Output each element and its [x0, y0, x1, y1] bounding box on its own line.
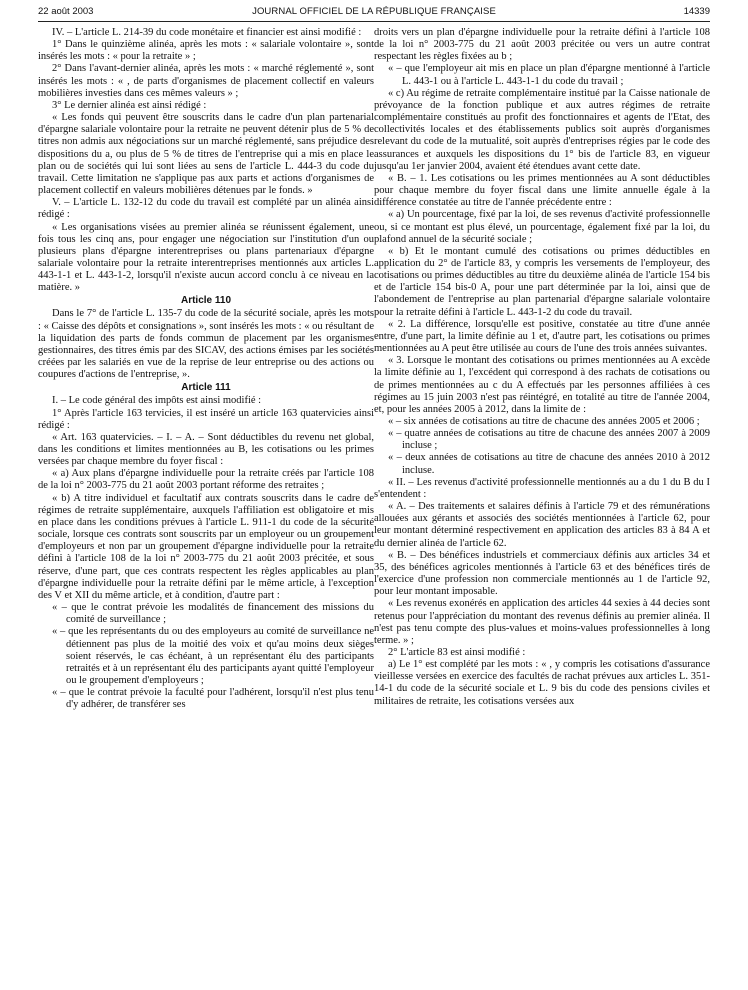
paragraph: « – que le contrat prévoie la faculté pour l'adhérent, lorsqu'il n'est plus tenu d'y adhérer, de transférer ses	[52, 687, 374, 711]
left-column	[38, 27, 374, 711]
paragraph: 2° Dans l'avant-dernier alinéa, après les mots : « marché réglementé », sont insérés les mots : « , de parts d'organismes de placement collectif en valeurs mobilières investies dans ces mêmes valeurs » ;	[38, 63, 374, 99]
paragraph: Dans le 7° de l'article L. 135-7 du code de la sécurité sociale, après les mots : « Caisse des dépôts et consignations », sont insérés les mots : « ou résultant de la liquidation des parts de fonds commun de placement par les organismes gestionnaires, des titres émis par des SICAV, des actions émises par les sociétés créées par les salariés en vue de la reprise de leur entreprise ou des actions ou coupures d'actions de l'entreprise, ».	[38, 308, 374, 381]
article-heading: Article 111	[181, 382, 231, 394]
journal-title: JOURNAL OFFICIEL DE LA RÉPUBLIQUE FRANÇAISE	[252, 6, 496, 17]
paragraph: « Art. 163 quatervicies. – I. – A. – Sont déductibles du revenu net global, dans les conditions et limites mentionnées au B, les cotisations ou les primes versées par chaque membre du foyer fiscal :	[38, 431, 374, 468]
paragraph: 1° Dans le quinzième alinéa, après les mots : « salariale volontaire », sont insérés les mots : « pour la retraite » ;	[38, 39, 374, 63]
paragraph: IV. – L'article L. 214-39 du code monétaire et financier est ainsi modifié :	[52, 27, 362, 38]
paragraph: « a) Aux plans d'épargne individuelle pour la retraite créés par l'article 108 de la loi n° 2003-775 du 21 août 2003 portant réforme des retraites ;	[38, 468, 374, 492]
paragraph: « – six années de cotisations au titre de chacune des années 2005 et 2006 ;	[388, 416, 700, 427]
paragraph: « b) A titre individuel et facultatif aux contrats souscrits dans le cadre de régimes de retraite supplémentaire, auxquels l'affiliation est obligatoire et mis en place dans les conditions prévues à l'article L. 911-1 du code de la sécurité sociale, lorsque ces contrats sont souscrits par un employeur ou un groupement d'employeurs et non par un groupement d'épargne individuelle pour la retraite défini à l'article 108 de la loi n° 2003-775 du 21 août 2003 précitée, et sous réserve, d'une part, que ces contrats respectent les règles applicables au plan d'épargne individuelle pour la retraite défini par le même article, à l'exception des V et XII du même article, et à condition, d'autre part :	[38, 492, 374, 601]
paragraph: « II. – Les revenus d'activité professionnelle mentionnés au a du 1 du B du I s'entendent :	[374, 476, 710, 500]
paragraph: « 3. Lorsque le montant des cotisations ou primes mentionnées au A excède la limite définie au 1, l'excédent qui correspond à des rachats de cotisations ou de primes mentionnées au c du A effectués par les personnes affiliées à ces régimes au 15 juin 2003 n'est pas réintégré, en totalité au titre de l'année 2004, et, pour les années 2005 à 2012, dans la limite de :	[374, 355, 710, 415]
paragraph: « a) Un pourcentage, fixé par la loi, de ses revenus d'activité professionnelle ou, si ce montant est plus élevé, un pourcentage, également fixé par la loi, du plafond annuel de la sécurité sociale ;	[374, 209, 710, 245]
paragraph: « A. – Des traitements et salaires définis à l'article 79 et des rémunérations allouées aux gérants et associés des sociétés mentionnées à l'article 62, pour leur montant déterminé respectivement en application des articles 83 à 84 A et du dernier alinéa de l'article 62.	[374, 501, 710, 549]
page-number: 14339	[683, 6, 710, 17]
paragraph: 3° Le dernier alinéa est ainsi rédigé :	[52, 99, 207, 111]
paragraph: « – que le contrat prévoie les modalités de financement des missions du comité de surveillance ;	[52, 602, 374, 626]
paragraph: droits vers un plan d'épargne individuelle pour la retraite défini à l'article 108 de la loi n° 2003-775 du 21 août 2003 précitée ou vers un autre contrat respectant les règles fixées au b ;	[374, 27, 710, 63]
paragraph: a) Le 1° est complété par les mots : « , y compris les cotisations d'assurance vieillesse versées en exercice des facultés de rachat prévues aux articles L. 351-14-1 du code de la sécurité sociale et L. 9 bis du code des pensions civiles et militaires de retraite, les cotisations versées aux	[374, 659, 710, 707]
paragraph: « – que l'employeur ait mis en place un plan d'épargne mentionné à l'article L. 443-1 ou à l'article L. 443-1-1 du code du travail ;	[388, 63, 710, 87]
paragraph: « Les revenus exonérés en application des articles 44 sexies à 44 decies sont retenus pour l'appréciation du montant des revenus définis au premier alinéa. Il n'est pas tenu compte des plus-values et moins-values professionnelles à long terme. » ;	[374, 598, 710, 646]
paragraph: 1° Après l'article 163 tervicies, il est inséré un article 163 quatervicies ainsi rédigé :	[38, 407, 374, 431]
header-rule	[38, 21, 710, 22]
paragraph: « B. – Des bénéfices industriels et commerciaux définis aux articles 34 et 35, des bénéfices agricoles mentionnés à l'article 63 et des bénéfices tirés de l'exercice d'une profession non commerciale mentionnés au 1 de l'article 92, pour leur montant imposable.	[374, 549, 710, 598]
paragraph: « – quatre années de cotisations au titre de chacune des années 2007 à 2009 incluse ;	[388, 428, 710, 452]
page-header	[38, 6, 710, 20]
paragraph: I. – Le code général des impôts est ainsi modifié :	[52, 395, 262, 407]
paragraph: « Les fonds qui peuvent être souscrits dans le cadre d'un plan partenarial d'épargne salariale volontaire pour la retraite ne peuvent détenir plus de 5 % de titres non admis aux négociations sur un marché réglementé, sans préjudice des dispositions du a, ou plus de 5 % de titres de l'entreprise qui a mis en place le plan ou de sociétés qui lui sont liées au sens de l'article L. 444-3 du code du travail. Cette limitation ne s'applique pas aux parts et actions d'organismes de placement collectif en valeurs mobilières détenues par le fonds. »	[38, 112, 374, 197]
paragraph: 2° L'article 83 est ainsi modifié :	[388, 646, 526, 658]
paragraph: « Les organisations visées au premier alinéa se réunissent également, une fois tous les cinq ans, pour engager une négociation sur l'institution d'un ou plusieurs plans d'épargne interentreprises ou plans partenariaux d'épargne salariale volontaire pour la retraite interentreprises mentionnés aux articles L. 443-1-1 et L. 443-1-2, lorsqu'il n'existe aucun accord conclu à ce niveau en la matière. »	[38, 221, 374, 294]
paragraph: « c) Au régime de retraite complémentaire institué par la Caisse nationale de prévoyance de la fonction publique et aux autres régimes de retraite complémentaire constitués au profit des fonctionnaires et agents de l'Etat, des collectivités locales et des établissements publics soit auprès d'organismes relevant du code de la mutualité, soit auprès d'entreprises régies par le code des assurances et auxquels les dispositions du 1° bis de l'article 83, en vigueur jusqu'au 1er janvier 2004, avaient été étendues avant cette date.	[374, 87, 710, 172]
paragraph: « 2. La différence, lorsqu'elle est positive, constatée au titre d'une année entre, d'une part, la limite définie au 1 et, d'autre part, les cotisations ou primes mentionnées au A peut être utilisée au cours de l'une des trois années suivantes.	[374, 318, 710, 355]
paragraph: V. – L'article L. 132-12 du code du travail est complété par un alinéa ainsi rédigé :	[38, 197, 374, 221]
paragraph: « B. – 1. Les cotisations ou les primes mentionnées au A sont déductibles pour chaque membre du foyer fiscal dans une limite annuelle égale à la différence constatée au titre de l'année précédente entre :	[374, 172, 710, 209]
paragraph: « – deux années de cotisations au titre de chacune des années 2010 à 2012 incluse.	[388, 452, 710, 476]
publication-date: 22 août 2003	[38, 6, 94, 17]
right-column	[374, 27, 710, 708]
article-heading: Article 110	[180, 295, 232, 307]
paragraph: « b) Et le montant cumulé des cotisations ou primes déductibles en application du 2° de l'article 83, y compris les versements de l'employeur, des cotisations ou primes déductibles au titre du deuxième alinéa de l'article 154 bis et de l'article 154 bis-0 A, pour une part déterminée par la loi, ainsi que de l'abondement de l'entreprise au plan partenarial d'épargne salariale volontaire pour la retraite défini à l'article L. 443-1-2 du code du travail.	[374, 245, 710, 318]
paragraph: « – que les représentants du ou des employeurs au comité de surveillance ne détiennent pas plus de la moitié des voix et qu'au moins deux sièges soient réservés, le cas échéant, à un représentant élu des participants retraités et à un représentant élu des participants ayant quitté l'employeur ou le groupement d'employeurs ;	[52, 626, 374, 686]
